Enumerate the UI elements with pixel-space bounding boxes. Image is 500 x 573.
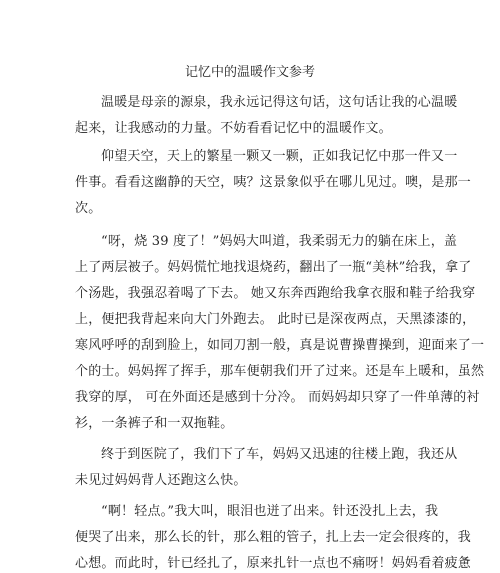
document-title: 记忆中的温暖作文参考	[184, 65, 315, 80]
paragraph-line: 我穿的厚， 可在外面还是感到十分冷。 而妈妈却只穿了一件单薄的衬	[75, 390, 480, 405]
paragraph-line: 上，便把我背起来向大门外跑去。 此时已是深夜两点，天黑漆漆的，	[75, 312, 476, 327]
paragraph-line: 衫，一条裤子和一双拖鞋。	[75, 416, 234, 431]
paragraph-line: 件事。看看这幽静的天空，咦？这景象似乎在哪儿见过。噢，是那一	[75, 175, 472, 190]
paragraph-line: 次。	[75, 201, 102, 216]
paragraph-line: 起来，让我感动的力量。不妨看看记忆中的温暖作文。	[75, 121, 392, 136]
paragraph-line: 上了两层被子。妈妈慌忙地找退烧药，翻出了一瓶“美林”给我，拿了	[75, 260, 472, 275]
paragraph-line: 便哭了出来，那么长的针，那么粗的管子，扎上去一定会很疼的，我	[75, 530, 472, 545]
paragraph-line: 个的士。妈妈挥了挥手，那车便朝我们开了过来。还是车上暖和，虽然	[75, 364, 485, 379]
paragraph-line: 终于到医院了，我们下了车，妈妈又迅速的往楼上跑，我还从	[101, 447, 458, 462]
paragraph-line: 个汤匙，我强忍着喝了下去。 她又东奔西跑给我拿衣服和鞋子给我穿	[75, 286, 476, 301]
paragraph-line: “呀，烧 39 度了！”妈妈大叫道，我柔弱无力的躺在床上，盖	[101, 234, 458, 249]
paragraph-line: 心想。而此时，针已经扎了，原来扎针一点也不痛呀！妈妈看着疲惫	[75, 556, 472, 571]
paragraph-line: 未见过妈妈背人还跑这么快。	[75, 473, 247, 488]
paragraph-line: 寒风呼呼的刮到脸上，如同刀割一般，真是说曹操曹操到，迎面来了一	[75, 338, 485, 353]
paragraph-line: 仰望天空，天上的繁星一颗又一颗，正如我记忆中那一件又一	[101, 149, 458, 164]
paragraph-line: 温暖是母亲的源泉，我永远记得这句话，这句话让我的心温暖	[101, 95, 458, 110]
paragraph-line: “啊！轻点。”我大叫，眼泪也迸了出来。针还没扎上去，我	[101, 504, 439, 519]
